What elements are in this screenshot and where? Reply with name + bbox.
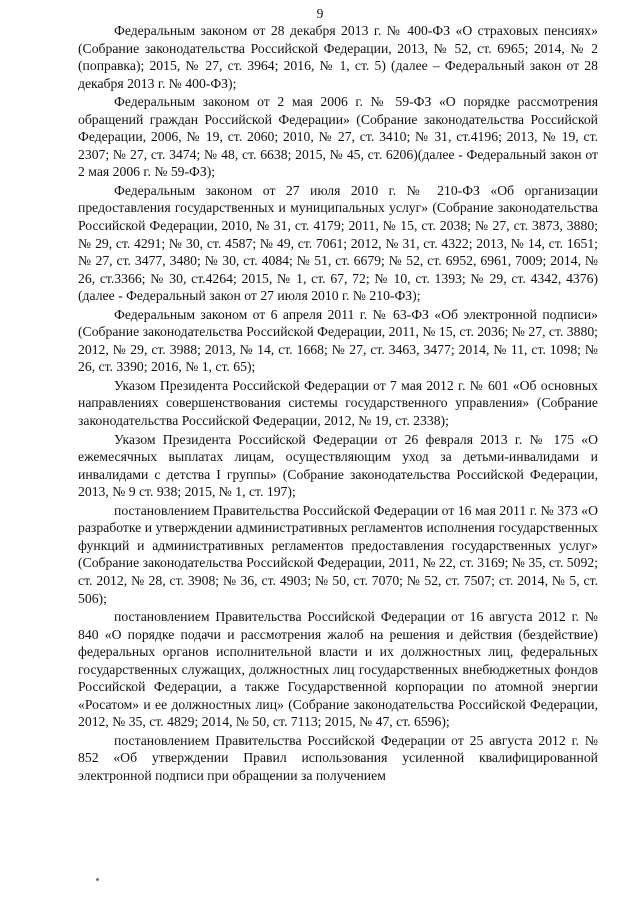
paragraph-resolution-373: постановлением Правительства Российской Федерации от 16 мая 2011 г. № 373 «О разработке и утверждении административных регламентов исполнения государственных функций и административных регламентов предоставления государственных услуг» (Собрание законодательства Российской Федерации, 2011, № 22, ст. 3169; № 35, ст. 5092; ст. 2012, № 28, ст. 3908; № 36, ст. 4903; № 50, ст. 7070; № 52, ст. 7507; ст. 2014, № 5, ст. 506); [78,502,598,606]
document-body [78,22,598,785]
paragraph-law-400-fz: Федеральным законом от 28 декабря 2013 г. № 400-ФЗ «О страховых пенсиях» (Собрание законодательства Российской Федерации, 2013, № 52, ст. 6965; 2014, № 2 (поправка); 2015, № 27, ст. 3964; 2016, № 1, ст. 5) (далее – Федеральный закон от 28 декабря 2013 г. № 400-ФЗ); [78,23,598,91]
scan-speck [96,878,99,881]
paragraph-law-59-fz: Федеральным законом от 2 мая 2006 г. № 59-ФЗ «О порядке рассмотрения обращений граждан Российской Федерации» (Собрание законодательства Российской Федерации, 2006, № 19, ст. 2060; 2010, № 27, ст. 3410; № 31, ст.4196; 2013, № 19, ст. 2307; № 27, ст. 3474; № 48, ст. 6638; 2015, № 45, ст. 6206)(далее - Федеральный закон от 2 мая 2006 г. № 59-ФЗ); [78,94,598,180]
paragraph-resolution-840: постановлением Правительства Российской Федерации от 16 августа 2012 г. № 840 «О порядке подачи и рассмотрения жалоб на решения и действия (бездействие) федеральных органов исполнительной власти и их должностных лиц, федеральных государственных служащих, должностных лиц государственных внебюджетных фондов Российской Федерации, а также Государственной корпорации по атомной энергии «Росатом» и ее должностных лиц» (Собрание законодательства Российской Федерации, 2012, № 35, ст. 4829; 2014, № 50, ст. 7113; 2015, № 47, ст. 6596); [78,609,598,730]
page-number: 9 [316,6,324,21]
paragraph-decree-601: Указом Президента Российской Федерации от 7 мая 2012 г. № 601 «Об основных направлениях совершенствования системы государственного управления» (Собрание законодательства Российской Федерации, 2012, № 19, ст. 2338); [78,377,598,429]
paragraph-law-63-fz: Федеральным законом от 6 апреля 2011 г. № 63-ФЗ «Об электронной подписи» (Собрание законодательства Российской Федерации, 2011, № 15, ст. 2036; № 27, ст. 3880; 2012, № 29, ст. 3988; 2013, № 14, ст. 1668; № 27, ст. 3463, 3477; 2014, № 11, ст. 1098; № 26, ст. 3390; 2016, № 1, ст. 65); [78,306,598,375]
paragraph-law-210-fz: Федеральным законом от 27 июля 2010 г. № 210-ФЗ «Об организации предоставления государственных и муниципальных услуг» (Собрание законодательства Российской Федерации, 2010, № 31, ст. 4179; 2011, № 15, ст. 2038; № 27, ст. 3873, 3880; № 29, ст. 4291; № 30, ст. 4587; № 49, ст. 7061; 2012, № 31, ст. 4322; 2013, № 14, ст. 1651; № 27, ст. 3477, 3480; № 30, ст. 4084; № 51, ст. 6679; № 52, ст. 6952, 6961, 7009; 2014, № 26, ст.3366; № 30, ст.4264; 2015, № 1, ст. 67, 72; № 10, ст. 1393; № 29, ст. 4342, 4376) (далее - Федеральный закон от 27 июля 2010 г. № 210-ФЗ); [78,182,598,304]
paragraph-resolution-852: постановлением Правительства Российской Федерации от 25 августа 2012 г. № 852 «Об утверждении Правил использования усиленной квалифицированной электронной подписи при обращении за получением [78,732,598,783]
paragraph-decree-175: Указом Президента Российской Федерации от 26 февраля 2013 г. № 175 «О ежемесячных выплатах лицам, осуществляющим уход за детьми-инвалидами и инвалидами с детства I группы» (Собрание законодательства Российской Федерации, 2013, № 9 ст. 938; 2015, № 1, ст. 197); [78,431,598,500]
